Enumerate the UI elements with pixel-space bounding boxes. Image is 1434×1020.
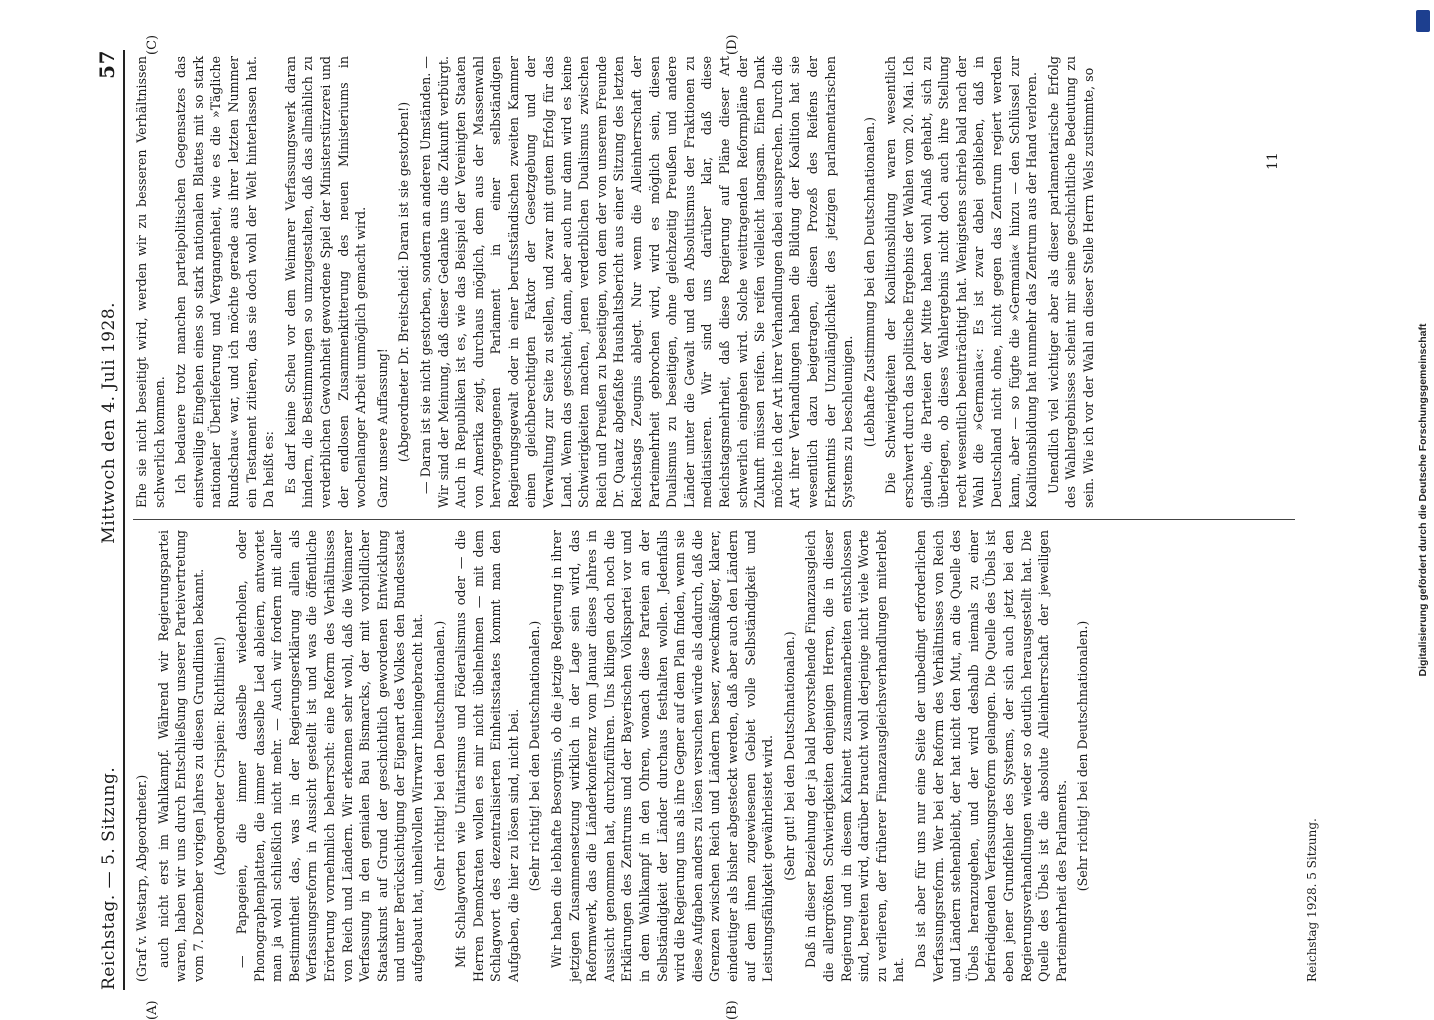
signature-mark: 11 xyxy=(1265,152,1281,170)
paragraph: — Papageien, die immer dasselbe wiederholen, oder Phonographenplatten, die immer dasselbe Lied ableiern, antwortet man ja wohl schließlich nicht mehr. — Auch wir fordern mit aller Bestimmtheit das, was in der Regierungserklärung allein als Verfassungsreform in Aussicht gestellt ist und was die öffentliche Erörterung vornehmlich beherrscht: eine Reform des Verhältnisses von Reich und Ländern. Wir erkennen sehr wohl, daß die Weimarer Verfassung in den genialen Bau Bismarcks, der mit vorbildlicher Staatskunst auf Grund der geschichtlich gewordenen Entwicklung und unter Berücksichtigung der Eigenart des Volkes den Bundesstaat aufgebaut hat, unheilvollen Wirrwarr hineingebracht hat. xyxy=(233,530,425,982)
paragraph: Mit Schlagworten wie Unitarismus und Föderalismus oder — die Herren Demokraten wollen es mir nicht übelnehmen — mit dem Schlagwort des dezentralisierten Einheitsstaates kommt man den Aufgaben, die hier zu lösen sind, nicht bei. xyxy=(453,530,521,982)
digitization-credit xyxy=(1416,10,1430,990)
quotation: Es darf keine Scheu vor dem Weimarer Verfassungswerk daran hindern, die Bestimmungen so umzugestalten, daß das allmählich zu verderblichen Gewohnheit gewordene Spiel der Ministerstürzerei und der endlosen Zusammenkitterung des neuen Ministeriums in wochenlanger Arbeit unmöglich gemacht wird. xyxy=(282,56,369,508)
rotated-page-content xyxy=(85,34,1325,1020)
column-divider xyxy=(133,519,1295,520)
interjection: (Sehr richtig! bei den Deutschnationalen.) xyxy=(431,620,447,892)
margin-marker-a: (A) xyxy=(145,1000,160,1020)
paragraph: Daß in dieser Beziehung der ja bald bevorstehende Finanzausgleich die allergrößten Schwierigkeiten denjenigen Herren, die in dieser Regierung und in diesem Kabinett zusammenarbeiten entschlossen sind, bereiten wird, darüber braucht wohl derjenige nicht viele Worte zu verlieren, der früherer Finanzausgleichsverhandlungen miterlebt hat. xyxy=(803,530,907,982)
running-header xyxy=(85,50,119,990)
header-left: Reichstag. — 5. Sitzung. xyxy=(99,766,119,990)
interjection: (Sehr richtig! bei den Deutschnationalen.) xyxy=(527,620,543,892)
paragraph: Wir haben die lebhafte Besorgnis, ob die jetzige Regierung in ihrer jetzigen Zusammensetzung wirklich in der Lage sein wird, das Reformwerk, das die Länderkonferenz vom Januar dieses Jahres in Aussicht genommen hat, durchzuführen. Uns klingen doch noch die Erklärungen des Zentrums und der Bayerischen Volkspartei vor und in dem Wahlkampf in den Ohren, wonach diese Parteien an der Selbständigkeit der Länder durchaus festhalten wollen. Jedenfalls wird die Regierung uns als ihre Gegner auf dem Plan finden, wenn sie diese Aufgaben anders zu lösen versuchen würde als dadurch, daß die Grenzen zwischen Reich und Ländern besser, zweckmäßiger, klarer, eindeutiger als bisher abgesteckt werden, daß aber auch den Ländern auf dem ihnen zugewiesenen Gebiet volle Selbständigkeit und Leistungsfähigkeit gewährleistet wird. xyxy=(549,530,776,982)
interjection: (Sehr gut! bei den Deutschnationalen.) xyxy=(781,631,797,881)
paragraph: Die Schwierigkeiten der Koalitionsbildung waren wesentlich erschwert durch das politische Ergebnis der Wahlen vom 20. Mai. Ich glaube, die Parteien der Mitte haben wohl Anlaß gehabt, sich zu überlegen, ob dieses Wahlergebnis nicht doch auch ihre Stellung recht wesentlich beeinträchtigt hat. Wenigstens schrieb bald nach der Wahl die »Germania«: Es ist zwar dabei geblieben, daß in Deutschland nicht ohne, nicht gegen das Zentrum regiert werden kann, aber — so fügte die »Germania« hinzu — den Schlüssel zur Koalitionsbildung hat nunmehr das Zentrum aus der Hand verloren. xyxy=(883,56,1040,508)
left-column xyxy=(133,530,1096,982)
header-rule xyxy=(123,50,125,990)
margin-marker-d: (D) xyxy=(725,34,740,55)
paragraph: — Daran ist sie nicht gestorben, sondern an anderen Umständen. — Wir sind der Meinung, daß dieser Gedanke uns die Zukunft verbürgt. Auch in Republiken ist es, wie das Beispiel der Vereinigten Staaten von Amerika zeigt, durchaus möglich, dem aus der Massenwahl hervorgegangenen Parlament in einer selbständigen Regierungsgewalt oder in einer berufsständischen zweiten Kammer einen gleichberechtigten Faktor der Gesetzgebung und der Verwaltung zur Seite zu stellen, und zwar mit gutem Erfolg für das Land. Wenn das geschieht, dann, aber auch nur dann wird es keine Schwierigkeiten machen, jenen verderblichen Dualismus zwischen Reich und Preußen zu beseitigen, von dem der von unserem Freunde Dr. Quaatz abgefaßte Haushaltsbericht aus einer Sitzung des letzten Reichstags Zeugnis ablegt. Nur wenn die Alleinherrschaft der Parteimehrheit gebrochen wird, wird es möglich sein, diesen Dualismus zu beseitigen, ohne gleichzeitig Preußen und andere Länder unter die Gewalt und den Absolutismus der Fraktionen zu mediatisieren. Wir sind uns darüber klar, daß diese Reichstagsmehrheit, daß diese Regierung auf Pläne dieser Art schwerlich eingehen wird. Solche weittragenden Reformpläne der Zukunft müssen reifen. Sie reifen vielleicht langsam. Einen Dank möchte ich der Art ihrer Verhandlungen dabei aussprechen. Durch die Art ihrer Verhandlungen haben die Bildung der Koalition hat sie wesentlich dazu beigetragen, diesen Prozeß des Reifens der Erkenntnis der Unzulänglichkeit des jetzigen parlamentarischen Systems zu beschleunigen. xyxy=(417,56,856,508)
right-column xyxy=(133,56,1101,508)
speaker-line: (Graf v. Westarp, Abgeordneter.) xyxy=(134,774,149,982)
credit-text: Digitalisierung gefördert durch die Deutsche Forschungsgemeinschaft xyxy=(1417,323,1429,677)
page-number: 57 xyxy=(95,50,119,79)
paragraph: Ehe sie nicht beseitigt wird, werden wir zu besseren Verhältnissen schwerlich kommen. xyxy=(134,56,167,508)
scanned-page xyxy=(80,34,1330,1020)
margin-marker-c: (C) xyxy=(145,34,160,55)
paragraph: Ich bedauere trotz manchen parteipolitischen Gegensatzes das einstweilige Eingehen eines so stark nationalen Blattes mit so stark nationaler Überlieferung und Vergangenheit, wie es die »Tägliche Rundschau« war, und ich möchte gerade aus ihrer letzten Nummer ein Testament zitieren, das sie doch wohl der Welt hinterlassen hat. Da heißt es: xyxy=(173,56,277,508)
interjection: (Lebhafte Zustimmung bei den Deutschnationalen.) xyxy=(861,116,877,448)
dfg-logo-icon xyxy=(1416,10,1430,32)
interjection: (Abgeordneter Crispien: Richtlinien!) xyxy=(212,636,228,876)
paragraph: Unendlich viel wichtiger aber als dieser parlamentarische Erfolg des Wahlergebnisses scheint mir seine geschichtliche Bedeutung zu sein. Wie ich vor der Wahl an dieser Stelle Herrn Wels zustimmte, so xyxy=(1045,56,1096,508)
interjection: (Sehr richtig! bei den Deutschnationalen.) xyxy=(1075,620,1091,892)
paragraph: auch nicht erst im Wahlkampf. Während wir Regierungspartei waren, haben wir uns durch Entschließung unserer Parteivertretung vom 7. Dezember vorigen Jahres zu diesen Grundlinien bekannt. xyxy=(155,530,206,982)
interjection: (Abgeordneter Dr. Breitscheid: Daran ist sie gestorben!) xyxy=(396,101,412,463)
paragraph: Ganz unsere Auffassung! xyxy=(374,348,390,508)
header-center: Mittwoch den 4. Juli 1928. xyxy=(99,301,119,544)
paragraph: Das ist aber für uns nur eine Seite der unbedingt erforderlichen Verfassungsreform. Wer bei der Reform des Verhältnisses von Reich und Ländern stehenbleibt, der hat nicht den Mut, an die Quelle des Übels heranzugehen, und der wird deshalb niemals zu einer befriedigenden Verfassungsreform gelangen. Die Quelle des Übels ist eben jener Grundfehler des Systems, der sich auch jetzt bei den Regierungsverhandlungen wieder so deutlich herausgestellt hat. Die Quelle des Übels ist die absolute Alleinherrschaft der jeweiligen Parteimehrheit des Parlaments. xyxy=(912,530,1069,982)
margin-marker-b: (B) xyxy=(725,1000,740,1020)
page-footer: Reichstag 1928. 5 Sitzung. xyxy=(1305,818,1319,982)
